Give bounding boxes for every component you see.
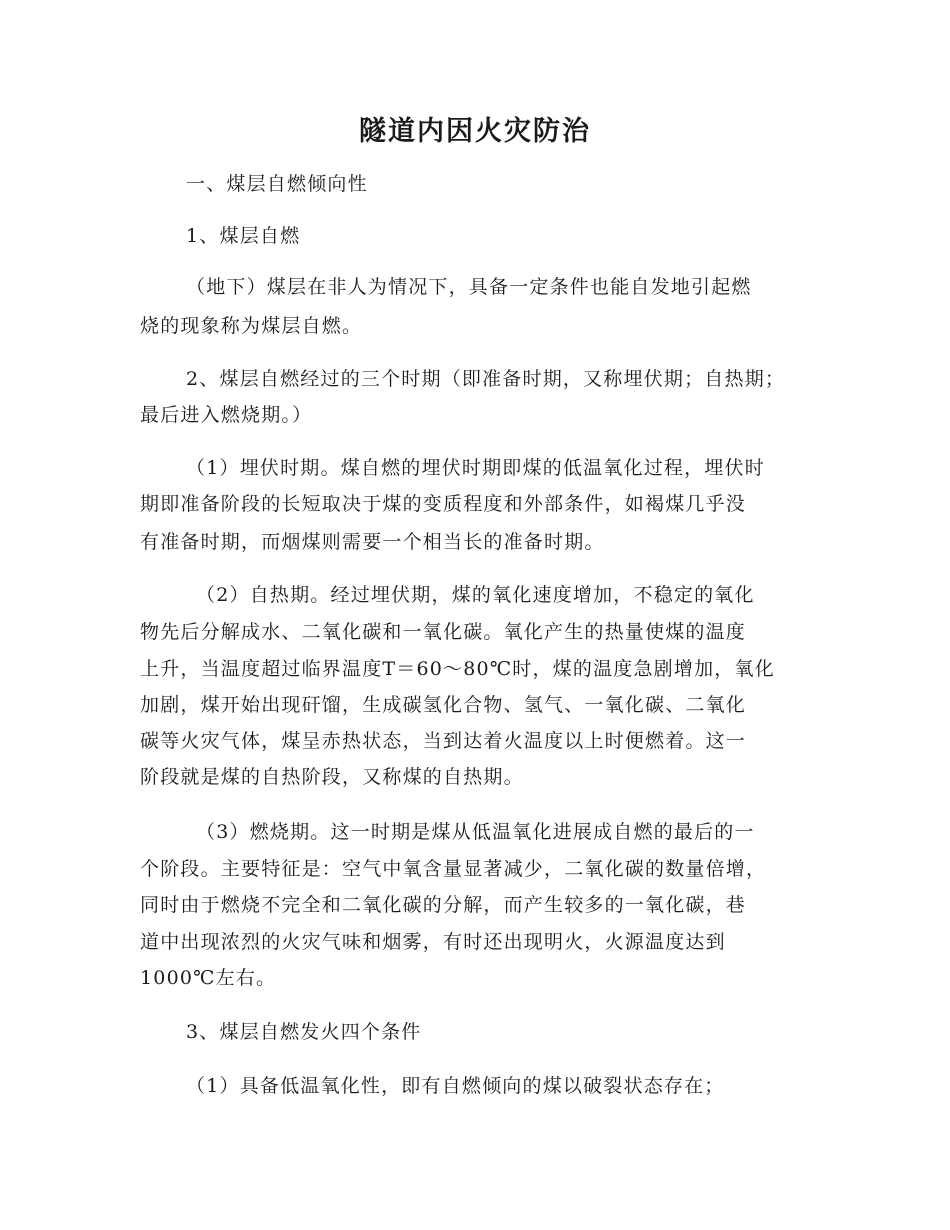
paragraph-line: 加剧，煤开始出现矸馏，生成碳氢化合物、氢气、一氧化碳、二氧化 [140, 694, 747, 716]
paragraph-line: 烧的现象称为煤层自燃。 [140, 315, 363, 337]
paragraph-line: 同时由于燃烧不完全和二氧化碳的分解，而产生较多的一氧化碳，巷 [140, 894, 747, 916]
item-heading-continued: 最后进入燃烧期。） [140, 404, 313, 426]
section-heading: 一、煤层自燃倾向性 [186, 173, 368, 195]
paragraph-line: （2）自热期。经过埋伏期，煤的氧化速度增加，不稳定的氧化 [196, 584, 755, 606]
paragraph-line: 道中出现浓烈的火灾气味和烟雾，有时还出现明火，火源温度达到 [140, 931, 726, 953]
paragraph-line: 碳等火灾气体，煤呈赤热状态，当到达着火温度以上时便燃着。这一 [140, 730, 747, 752]
paragraph-line: 1000℃左右。 [140, 967, 277, 989]
document-title: 隧道内因火灾防治 [359, 116, 591, 147]
paragraph-line: （1）具备低温氧化性，即有自燃倾向的煤以破裂状态存在； [186, 1075, 725, 1097]
paragraph-line: 阶段就是煤的自热阶段，又称煤的自热期。 [140, 766, 524, 788]
paragraph-line: 个阶段。主要特征是：空气中氧含量显著减少，二氧化碳的数量倍增， [140, 858, 767, 880]
paragraph-line: （1）埋伏时期。煤自燃的埋伏时期即煤的低温氧化过程，埋伏时 [186, 457, 765, 479]
paragraph-line: 期即准备阶段的长短取决于煤的变质程度和外部条件，如褐煤几乎没 [140, 493, 747, 515]
paragraph-line: 上升，当温度超过临界温度T＝60～80℃时，煤的温度急剧增加，氧化 [140, 658, 775, 680]
item-heading: 3、煤层自燃发火四个条件 [186, 1021, 422, 1043]
item-heading: 2、煤层自燃经过的三个时期（即准备时期，又称埋伏期；自热期； [186, 368, 786, 390]
paragraph-line: （地下）煤层在非人为情况下，具备一定条件也能自发地引起燃 [186, 276, 752, 298]
paragraph-line: 有准备时期，而烟煤则需要一个相当长的准备时期。 [140, 531, 605, 553]
item-heading: 1、煤层自燃 [186, 225, 301, 247]
paragraph-line: （3）燃烧期。这一时期是煤从低温氧化进展成自燃的最后的一 [196, 821, 755, 843]
paragraph-line: 物先后分解成水、二氧化碳和一氧化碳。氧化产生的热量使煤的温度 [140, 621, 747, 643]
